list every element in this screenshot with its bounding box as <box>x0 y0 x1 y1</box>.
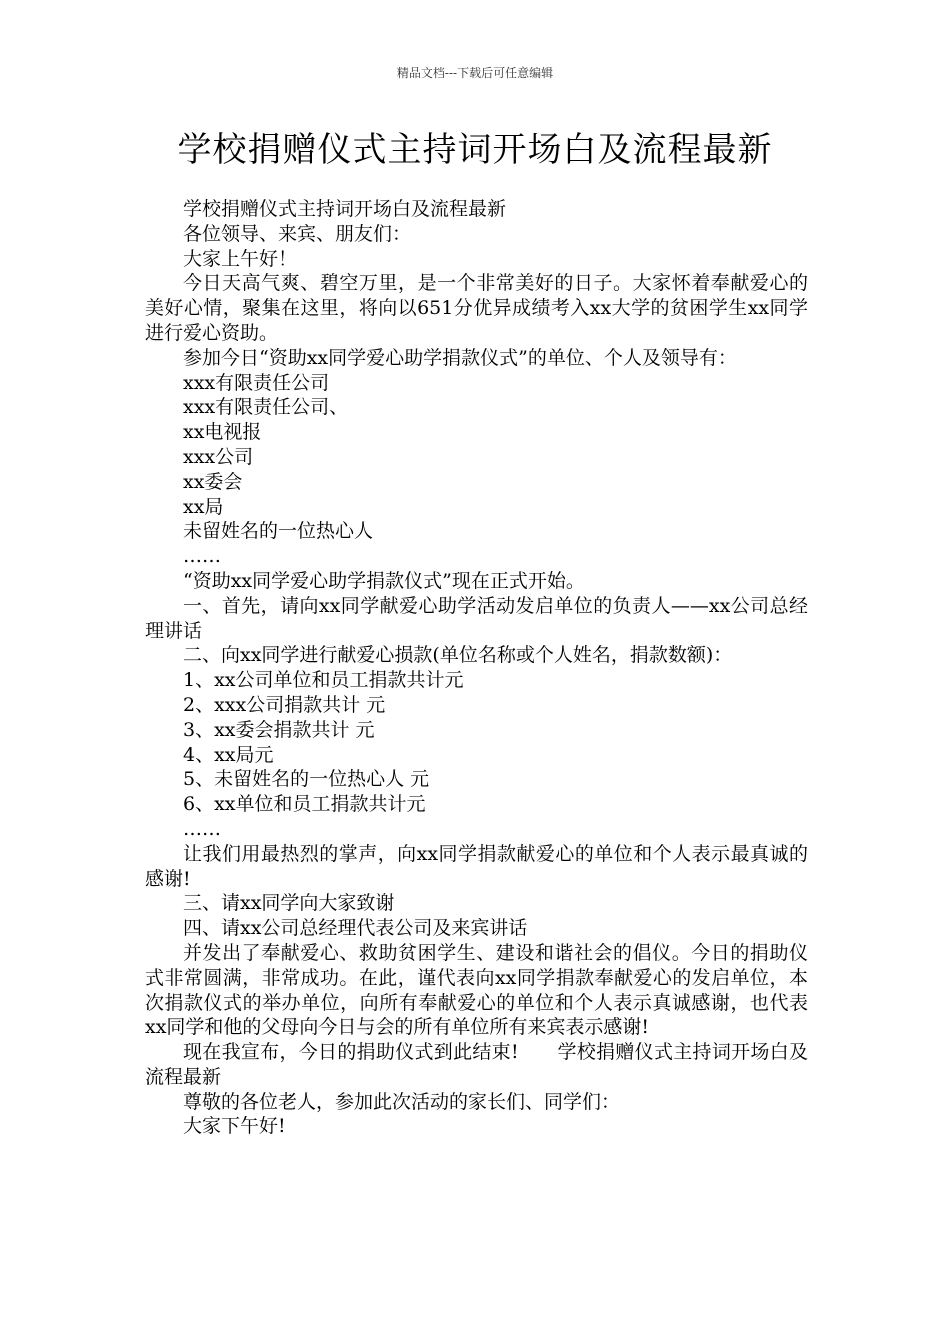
ellipsis: …… <box>183 817 221 840</box>
paragraph: 二、向xx同学进行献爱心损款(单位名称或个人姓名，捐款数额)： <box>183 644 733 667</box>
paragraph: 现在我宣布，今日的捐助仪式到此结束! 学校捐赠仪式主持词开场白及流程最新 <box>145 1041 808 1088</box>
list-item: xxx有限责任公司、 <box>183 396 349 419</box>
paragraph: 学校捐赠仪式主持词开场白及流程最新 <box>183 198 507 220</box>
paragraph: 大家下午好! <box>183 1115 286 1138</box>
paragraph: 三、请xx同学向大家致谢 <box>183 892 395 915</box>
paragraph: 今日天高气爽、碧空万里，是一个非常美好的日子。大家怀着奉献爱心的美好心情，聚集在这里，将向以651分优异成绩考入xx大学的贫困学生xx同学进行爱心资助。 <box>145 272 808 344</box>
paragraph: 参加今日“资助xx同学爱心助学捐款仪式”的单位、个人及领导有： <box>183 346 737 369</box>
paragraph: “资助xx同学爱心助学捐款仪式”现在正式开始。 <box>183 569 585 592</box>
paragraph: 尊敬的各位老人，参加此次活动的家长们、同学们： <box>183 1090 621 1113</box>
list-item: 1、xx公司单位和员工捐款共计元 <box>183 669 464 692</box>
list-item: 未留姓名的一位热心人 <box>183 520 374 543</box>
list-item: xxx公司 <box>183 445 254 468</box>
list-item: xx电视报 <box>183 421 262 444</box>
list-item: xx委会 <box>183 470 243 493</box>
paragraph: 让我们用最热烈的掌声，向xx同学捐款献爱心的单位和个人表示最真诚的感谢! <box>145 842 808 890</box>
ellipsis: …… <box>183 545 221 568</box>
paragraph: 四、请xx公司总经理代表公司及来宾讲话 <box>183 917 528 940</box>
list-item: 3、xx委会捐款共计 元 <box>183 718 375 741</box>
document-body <box>145 197 808 1139</box>
paragraph: 一、首先，请向xx同学献爱心助学活动发启单位的负责人——xx公司总经理讲话 <box>145 594 808 642</box>
paragraph: 各位领导、来宾、朋友们： <box>183 222 412 245</box>
list-item: 5、未留姓名的一位热心人 元 <box>183 768 430 791</box>
page-header: 精品文档---下载后可任意编辑 <box>396 66 554 80</box>
list-item: xxx有限责任公司 <box>183 371 330 394</box>
list-item: 2、xxx公司捐款共计 元 <box>183 693 386 716</box>
document-title: 学校捐赠仪式主持词开场白及流程最新 <box>177 130 773 170</box>
paragraph: 并发出了奉献爱心、救助贫困学生、建设和谐社会的倡仪。今日的捐助仪式非常圆满，非常成功。在此，谨代表向xx同学捐款奉献爱心的发启单位，本次捐款仪式的举办单位，向所有奉献爱心的单位和个人表示真诚感谢，也代表xx同学和他的父母向今日与会的所有单位所有来宾表示感谢! <box>145 941 808 1039</box>
list-item: 4、xx局元 <box>183 743 274 766</box>
list-item: 6、xx单位和员工捐款共计元 <box>183 793 426 816</box>
paragraph: 大家上午好！ <box>183 247 298 270</box>
list-item: xx局 <box>183 495 224 518</box>
